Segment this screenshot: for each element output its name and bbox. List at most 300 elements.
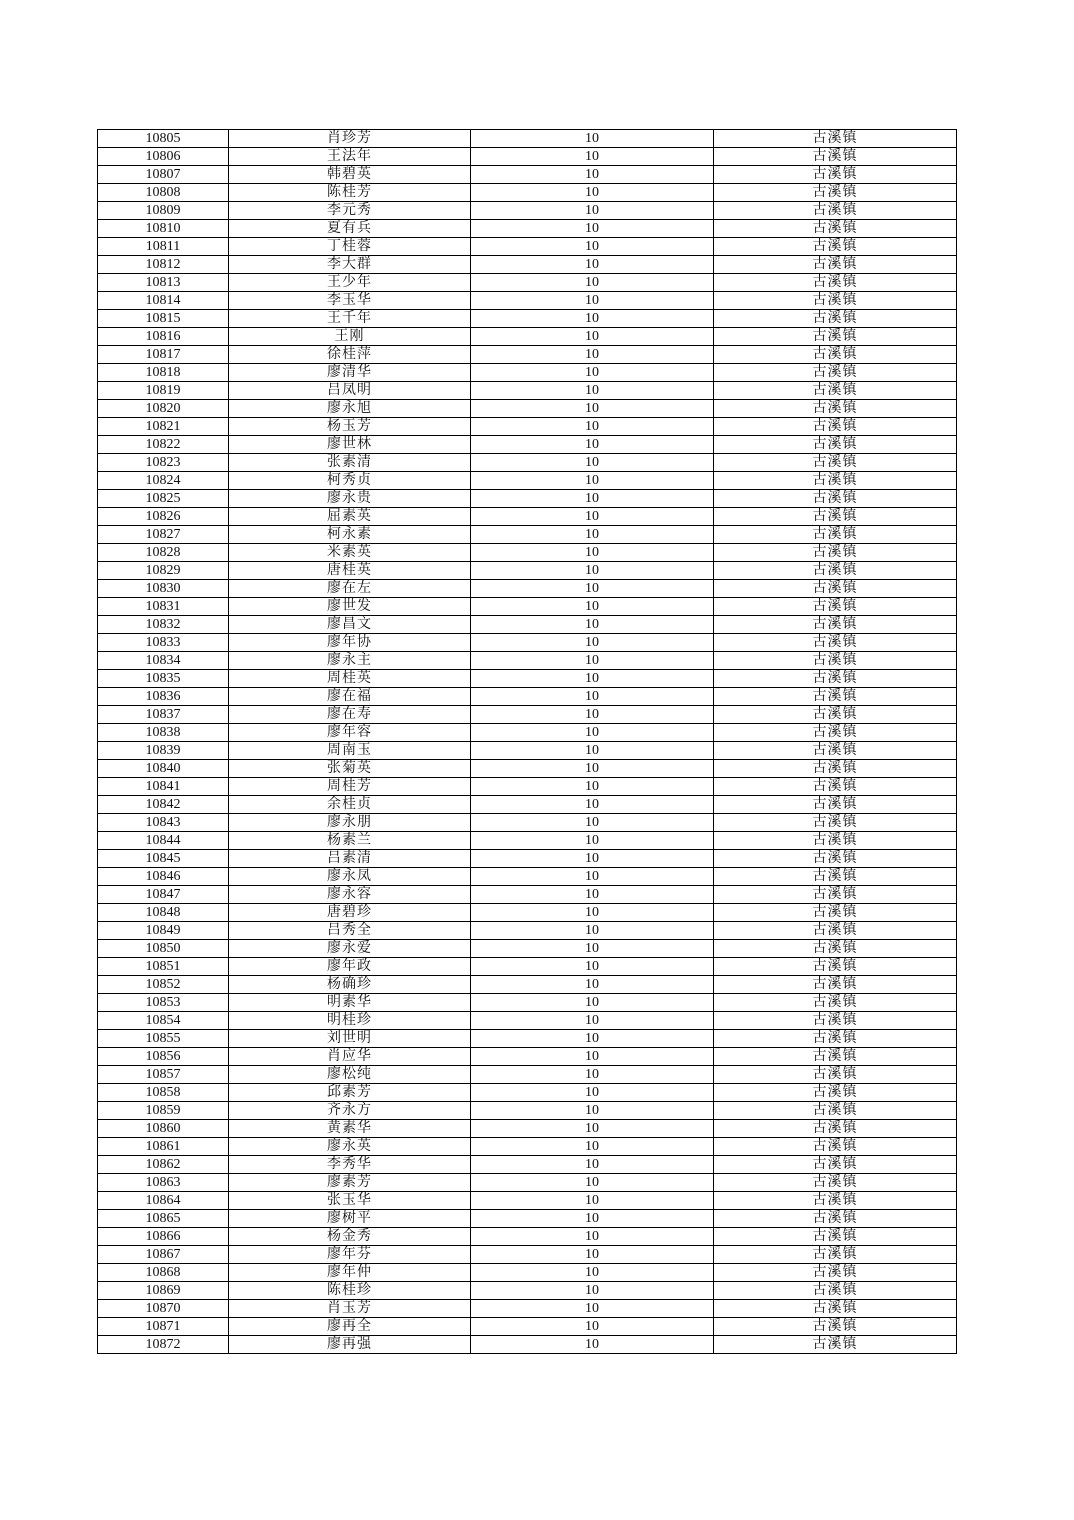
person-name-cell: 杨确珍: [229, 976, 471, 994]
town-cell: 古溪镇: [714, 940, 957, 958]
table-row: [98, 1156, 957, 1174]
person-name-cell: 黄素华: [229, 1120, 471, 1138]
table-row: [98, 220, 957, 238]
table-row: [98, 922, 957, 940]
person-name-cell: 廖再强: [229, 1336, 471, 1354]
table-row: [98, 724, 957, 742]
town-cell: 古溪镇: [714, 292, 957, 310]
row-number-cell: 10815: [98, 310, 229, 328]
person-name-cell: 廖清华: [229, 364, 471, 382]
person-name-cell: 廖年仲: [229, 1264, 471, 1282]
town-cell: 古溪镇: [714, 1030, 957, 1048]
row-number-cell: 10825: [98, 490, 229, 508]
row-number-cell: 10826: [98, 508, 229, 526]
town-cell: 古溪镇: [714, 1048, 957, 1066]
row-number-cell: 10865: [98, 1210, 229, 1228]
amount-cell: 10: [471, 1066, 714, 1084]
person-name-cell: 张菊英: [229, 760, 471, 778]
town-cell: 古溪镇: [714, 832, 957, 850]
town-cell: 古溪镇: [714, 670, 957, 688]
town-cell: 古溪镇: [714, 1228, 957, 1246]
town-cell: 古溪镇: [714, 220, 957, 238]
table-row: [98, 868, 957, 886]
person-name-cell: 张素清: [229, 454, 471, 472]
row-number-cell: 10844: [98, 832, 229, 850]
row-number-cell: 10857: [98, 1066, 229, 1084]
row-number-cell: 10805: [98, 130, 229, 148]
person-name-cell: 廖永旭: [229, 400, 471, 418]
person-name-cell: 廖再全: [229, 1318, 471, 1336]
town-cell: 古溪镇: [714, 778, 957, 796]
town-cell: 古溪镇: [714, 454, 957, 472]
table-row: [98, 1066, 957, 1084]
table-row: [98, 526, 957, 544]
town-cell: 古溪镇: [714, 850, 957, 868]
amount-cell: 10: [471, 832, 714, 850]
row-number-cell: 10840: [98, 760, 229, 778]
town-cell: 古溪镇: [714, 958, 957, 976]
table-row: [98, 490, 957, 508]
row-number-cell: 10814: [98, 292, 229, 310]
row-number-cell: 10822: [98, 436, 229, 454]
row-number-cell: 10847: [98, 886, 229, 904]
town-cell: 古溪镇: [714, 400, 957, 418]
person-name-cell: 廖世林: [229, 436, 471, 454]
row-number-cell: 10832: [98, 616, 229, 634]
person-name-cell: 陈桂珍: [229, 1282, 471, 1300]
row-number-cell: 10869: [98, 1282, 229, 1300]
person-name-cell: 廖永英: [229, 1138, 471, 1156]
amount-cell: 10: [471, 1084, 714, 1102]
row-number-cell: 10811: [98, 238, 229, 256]
table-row: [98, 148, 957, 166]
row-number-cell: 10824: [98, 472, 229, 490]
table-row: [98, 886, 957, 904]
row-number-cell: 10855: [98, 1030, 229, 1048]
town-cell: 古溪镇: [714, 148, 957, 166]
table-row: [98, 706, 957, 724]
town-cell: 古溪镇: [714, 814, 957, 832]
person-name-cell: 杨玉芳: [229, 418, 471, 436]
person-name-cell: 徐桂萍: [229, 346, 471, 364]
table-row: [98, 652, 957, 670]
amount-cell: 10: [471, 958, 714, 976]
amount-cell: 10: [471, 724, 714, 742]
table-row: [98, 670, 957, 688]
town-cell: 古溪镇: [714, 364, 957, 382]
person-name-cell: 张玉华: [229, 1192, 471, 1210]
table-row: [98, 202, 957, 220]
table-row: [98, 1210, 957, 1228]
person-name-cell: 廖永凤: [229, 868, 471, 886]
amount-cell: 10: [471, 1120, 714, 1138]
table-row: [98, 1228, 957, 1246]
row-number-cell: 10820: [98, 400, 229, 418]
table-row: [98, 1174, 957, 1192]
person-name-cell: 廖年容: [229, 724, 471, 742]
row-number-cell: 10831: [98, 598, 229, 616]
amount-cell: 10: [471, 418, 714, 436]
town-cell: 古溪镇: [714, 760, 957, 778]
table-row: [98, 310, 957, 328]
amount-cell: 10: [471, 148, 714, 166]
table-row: [98, 778, 957, 796]
town-cell: 古溪镇: [714, 130, 957, 148]
row-number-cell: 10837: [98, 706, 229, 724]
row-number-cell: 10838: [98, 724, 229, 742]
person-name-cell: 肖珍芳: [229, 130, 471, 148]
amount-cell: 10: [471, 850, 714, 868]
row-number-cell: 10813: [98, 274, 229, 292]
row-number-cell: 10856: [98, 1048, 229, 1066]
town-cell: 古溪镇: [714, 310, 957, 328]
row-number-cell: 10841: [98, 778, 229, 796]
town-cell: 古溪镇: [714, 166, 957, 184]
amount-cell: 10: [471, 670, 714, 688]
town-cell: 古溪镇: [714, 724, 957, 742]
town-cell: 古溪镇: [714, 562, 957, 580]
person-name-cell: 肖应华: [229, 1048, 471, 1066]
town-cell: 古溪镇: [714, 1138, 957, 1156]
table-row: [98, 1192, 957, 1210]
amount-cell: 10: [471, 508, 714, 526]
row-number-cell: 10812: [98, 256, 229, 274]
town-cell: 古溪镇: [714, 508, 957, 526]
row-number-cell: 10833: [98, 634, 229, 652]
person-name-cell: 周桂英: [229, 670, 471, 688]
amount-cell: 10: [471, 796, 714, 814]
table-row: [98, 832, 957, 850]
person-name-cell: 王千年: [229, 310, 471, 328]
person-name-cell: 廖松纯: [229, 1066, 471, 1084]
town-cell: 古溪镇: [714, 184, 957, 202]
person-name-cell: 吕秀全: [229, 922, 471, 940]
person-name-cell: 王刚: [229, 328, 471, 346]
table-row: [98, 454, 957, 472]
row-number-cell: 10823: [98, 454, 229, 472]
table-row: [98, 616, 957, 634]
town-cell: 古溪镇: [714, 490, 957, 508]
row-number-cell: 10848: [98, 904, 229, 922]
amount-cell: 10: [471, 346, 714, 364]
table-row: [98, 238, 957, 256]
amount-cell: 10: [471, 166, 714, 184]
amount-cell: 10: [471, 1102, 714, 1120]
person-name-cell: 米素英: [229, 544, 471, 562]
row-number-cell: 10816: [98, 328, 229, 346]
row-number-cell: 10810: [98, 220, 229, 238]
town-cell: 古溪镇: [714, 580, 957, 598]
town-cell: 古溪镇: [714, 1336, 957, 1354]
table-row: [98, 256, 957, 274]
amount-cell: 10: [471, 1228, 714, 1246]
town-cell: 古溪镇: [714, 1246, 957, 1264]
amount-cell: 10: [471, 526, 714, 544]
row-number-cell: 10842: [98, 796, 229, 814]
table-row: [98, 130, 957, 148]
town-cell: 古溪镇: [714, 526, 957, 544]
table-row: [98, 436, 957, 454]
person-name-cell: 柯永素: [229, 526, 471, 544]
town-cell: 古溪镇: [714, 994, 957, 1012]
town-cell: 古溪镇: [714, 1192, 957, 1210]
town-cell: 古溪镇: [714, 346, 957, 364]
amount-cell: 10: [471, 274, 714, 292]
amount-cell: 10: [471, 292, 714, 310]
table-row: [98, 580, 957, 598]
town-cell: 古溪镇: [714, 1120, 957, 1138]
amount-cell: 10: [471, 562, 714, 580]
amount-cell: 10: [471, 706, 714, 724]
person-name-cell: 韩碧英: [229, 166, 471, 184]
town-cell: 古溪镇: [714, 256, 957, 274]
town-cell: 古溪镇: [714, 886, 957, 904]
table-row: [98, 814, 957, 832]
person-name-cell: 唐碧珍: [229, 904, 471, 922]
amount-cell: 10: [471, 310, 714, 328]
table-row: [98, 1336, 957, 1354]
amount-cell: 10: [471, 1174, 714, 1192]
table-row: [98, 472, 957, 490]
town-cell: 古溪镇: [714, 616, 957, 634]
table-row: [98, 1048, 957, 1066]
table-row: [98, 760, 957, 778]
person-name-cell: 王法年: [229, 148, 471, 166]
town-cell: 古溪镇: [714, 796, 957, 814]
table-row: [98, 940, 957, 958]
row-number-cell: 10819: [98, 382, 229, 400]
table-row: [98, 1318, 957, 1336]
amount-cell: 10: [471, 778, 714, 796]
amount-cell: 10: [471, 1030, 714, 1048]
person-name-cell: 李玉华: [229, 292, 471, 310]
amount-cell: 10: [471, 616, 714, 634]
row-number-cell: 10868: [98, 1264, 229, 1282]
amount-cell: 10: [471, 256, 714, 274]
table-row: [98, 958, 957, 976]
amount-cell: 10: [471, 634, 714, 652]
amount-cell: 10: [471, 220, 714, 238]
row-number-cell: 10860: [98, 1120, 229, 1138]
town-cell: 古溪镇: [714, 202, 957, 220]
town-cell: 古溪镇: [714, 922, 957, 940]
town-cell: 古溪镇: [714, 868, 957, 886]
table-row: [98, 544, 957, 562]
person-name-cell: 廖在左: [229, 580, 471, 598]
amount-cell: 10: [471, 202, 714, 220]
row-number-cell: 10843: [98, 814, 229, 832]
person-name-cell: 杨素兰: [229, 832, 471, 850]
row-number-cell: 10849: [98, 922, 229, 940]
person-name-cell: 廖永爱: [229, 940, 471, 958]
town-cell: 古溪镇: [714, 544, 957, 562]
town-cell: 古溪镇: [714, 1318, 957, 1336]
amount-cell: 10: [471, 1318, 714, 1336]
person-name-cell: 柯秀贞: [229, 472, 471, 490]
amount-cell: 10: [471, 1048, 714, 1066]
amount-cell: 10: [471, 904, 714, 922]
table-row: [98, 742, 957, 760]
person-name-cell: 邱素芳: [229, 1084, 471, 1102]
amount-cell: 10: [471, 922, 714, 940]
row-number-cell: 10807: [98, 166, 229, 184]
town-cell: 古溪镇: [714, 436, 957, 454]
row-number-cell: 10808: [98, 184, 229, 202]
table-row: [98, 166, 957, 184]
row-number-cell: 10839: [98, 742, 229, 760]
person-name-cell: 唐桂英: [229, 562, 471, 580]
town-cell: 古溪镇: [714, 382, 957, 400]
row-number-cell: 10829: [98, 562, 229, 580]
town-cell: 古溪镇: [714, 976, 957, 994]
amount-cell: 10: [471, 814, 714, 832]
row-number-cell: 10852: [98, 976, 229, 994]
person-name-cell: 王少年: [229, 274, 471, 292]
table-row: [98, 1246, 957, 1264]
amount-cell: 10: [471, 490, 714, 508]
person-name-cell: 廖树平: [229, 1210, 471, 1228]
table-row: [98, 418, 957, 436]
row-number-cell: 10830: [98, 580, 229, 598]
person-name-cell: 廖在寿: [229, 706, 471, 724]
row-number-cell: 10866: [98, 1228, 229, 1246]
table-row: [98, 634, 957, 652]
table-row: [98, 688, 957, 706]
row-number-cell: 10806: [98, 148, 229, 166]
person-name-cell: 余桂贞: [229, 796, 471, 814]
amount-cell: 10: [471, 652, 714, 670]
table-row: [98, 796, 957, 814]
amount-cell: 10: [471, 130, 714, 148]
row-number-cell: 10853: [98, 994, 229, 1012]
amount-cell: 10: [471, 1012, 714, 1030]
person-name-cell: 杨金秀: [229, 1228, 471, 1246]
row-number-cell: 10851: [98, 958, 229, 976]
amount-cell: 10: [471, 364, 714, 382]
person-name-cell: 廖年协: [229, 634, 471, 652]
amount-cell: 10: [471, 940, 714, 958]
town-cell: 古溪镇: [714, 1300, 957, 1318]
row-number-cell: 10867: [98, 1246, 229, 1264]
town-cell: 古溪镇: [714, 706, 957, 724]
town-cell: 古溪镇: [714, 1102, 957, 1120]
person-name-cell: 屈素英: [229, 508, 471, 526]
person-name-cell: 陈桂芳: [229, 184, 471, 202]
person-name-cell: 明素华: [229, 994, 471, 1012]
amount-cell: 10: [471, 454, 714, 472]
amount-cell: 10: [471, 886, 714, 904]
amount-cell: 10: [471, 868, 714, 886]
town-cell: 古溪镇: [714, 1282, 957, 1300]
amount-cell: 10: [471, 382, 714, 400]
person-name-cell: 齐永方: [229, 1102, 471, 1120]
town-cell: 古溪镇: [714, 1156, 957, 1174]
table-row: [98, 184, 957, 202]
row-number-cell: 10863: [98, 1174, 229, 1192]
row-number-cell: 10871: [98, 1318, 229, 1336]
row-number-cell: 10859: [98, 1102, 229, 1120]
table-row: [98, 364, 957, 382]
person-name-cell: 廖世发: [229, 598, 471, 616]
row-number-cell: 10845: [98, 850, 229, 868]
table-row: [98, 562, 957, 580]
table-row: [98, 1120, 957, 1138]
person-name-cell: 廖昌文: [229, 616, 471, 634]
amount-cell: 10: [471, 1156, 714, 1174]
table-row: [98, 1282, 957, 1300]
amount-cell: 10: [471, 238, 714, 256]
town-cell: 古溪镇: [714, 598, 957, 616]
amount-cell: 10: [471, 1336, 714, 1354]
table-row: [98, 1264, 957, 1282]
town-cell: 古溪镇: [714, 1174, 957, 1192]
amount-cell: 10: [471, 976, 714, 994]
town-cell: 古溪镇: [714, 904, 957, 922]
town-cell: 古溪镇: [714, 1264, 957, 1282]
person-name-cell: 夏有兵: [229, 220, 471, 238]
person-name-cell: 李秀华: [229, 1156, 471, 1174]
town-cell: 古溪镇: [714, 238, 957, 256]
table-row: [98, 976, 957, 994]
amount-cell: 10: [471, 400, 714, 418]
row-number-cell: 10870: [98, 1300, 229, 1318]
town-cell: 古溪镇: [714, 472, 957, 490]
person-name-cell: 李大群: [229, 256, 471, 274]
person-name-cell: 廖永朋: [229, 814, 471, 832]
amount-cell: 10: [471, 760, 714, 778]
table-row: [98, 508, 957, 526]
row-number-cell: 10835: [98, 670, 229, 688]
table-row: [98, 1084, 957, 1102]
amount-cell: 10: [471, 1210, 714, 1228]
amount-cell: 10: [471, 1192, 714, 1210]
row-number-cell: 10809: [98, 202, 229, 220]
amount-cell: 10: [471, 994, 714, 1012]
person-name-cell: 吕素清: [229, 850, 471, 868]
row-number-cell: 10828: [98, 544, 229, 562]
person-name-cell: 刘世明: [229, 1030, 471, 1048]
town-cell: 古溪镇: [714, 652, 957, 670]
table-row: [98, 274, 957, 292]
person-name-cell: 廖永主: [229, 652, 471, 670]
row-number-cell: 10834: [98, 652, 229, 670]
person-name-cell: 廖在福: [229, 688, 471, 706]
person-name-cell: 廖永容: [229, 886, 471, 904]
town-cell: 古溪镇: [714, 1210, 957, 1228]
table-row: [98, 850, 957, 868]
town-cell: 古溪镇: [714, 742, 957, 760]
town-cell: 古溪镇: [714, 274, 957, 292]
table-row: [98, 1300, 957, 1318]
row-number-cell: 10864: [98, 1192, 229, 1210]
table-row: [98, 1102, 957, 1120]
town-cell: 古溪镇: [714, 418, 957, 436]
row-number-cell: 10858: [98, 1084, 229, 1102]
table-row: [98, 904, 957, 922]
row-number-cell: 10854: [98, 1012, 229, 1030]
table-row: [98, 598, 957, 616]
table-row: [98, 292, 957, 310]
row-number-cell: 10836: [98, 688, 229, 706]
table-row: [98, 400, 957, 418]
amount-cell: 10: [471, 580, 714, 598]
person-name-cell: 廖年政: [229, 958, 471, 976]
amount-cell: 10: [471, 1138, 714, 1156]
amount-cell: 10: [471, 184, 714, 202]
person-name-cell: 吕凤明: [229, 382, 471, 400]
table-row: [98, 382, 957, 400]
amount-cell: 10: [471, 1246, 714, 1264]
